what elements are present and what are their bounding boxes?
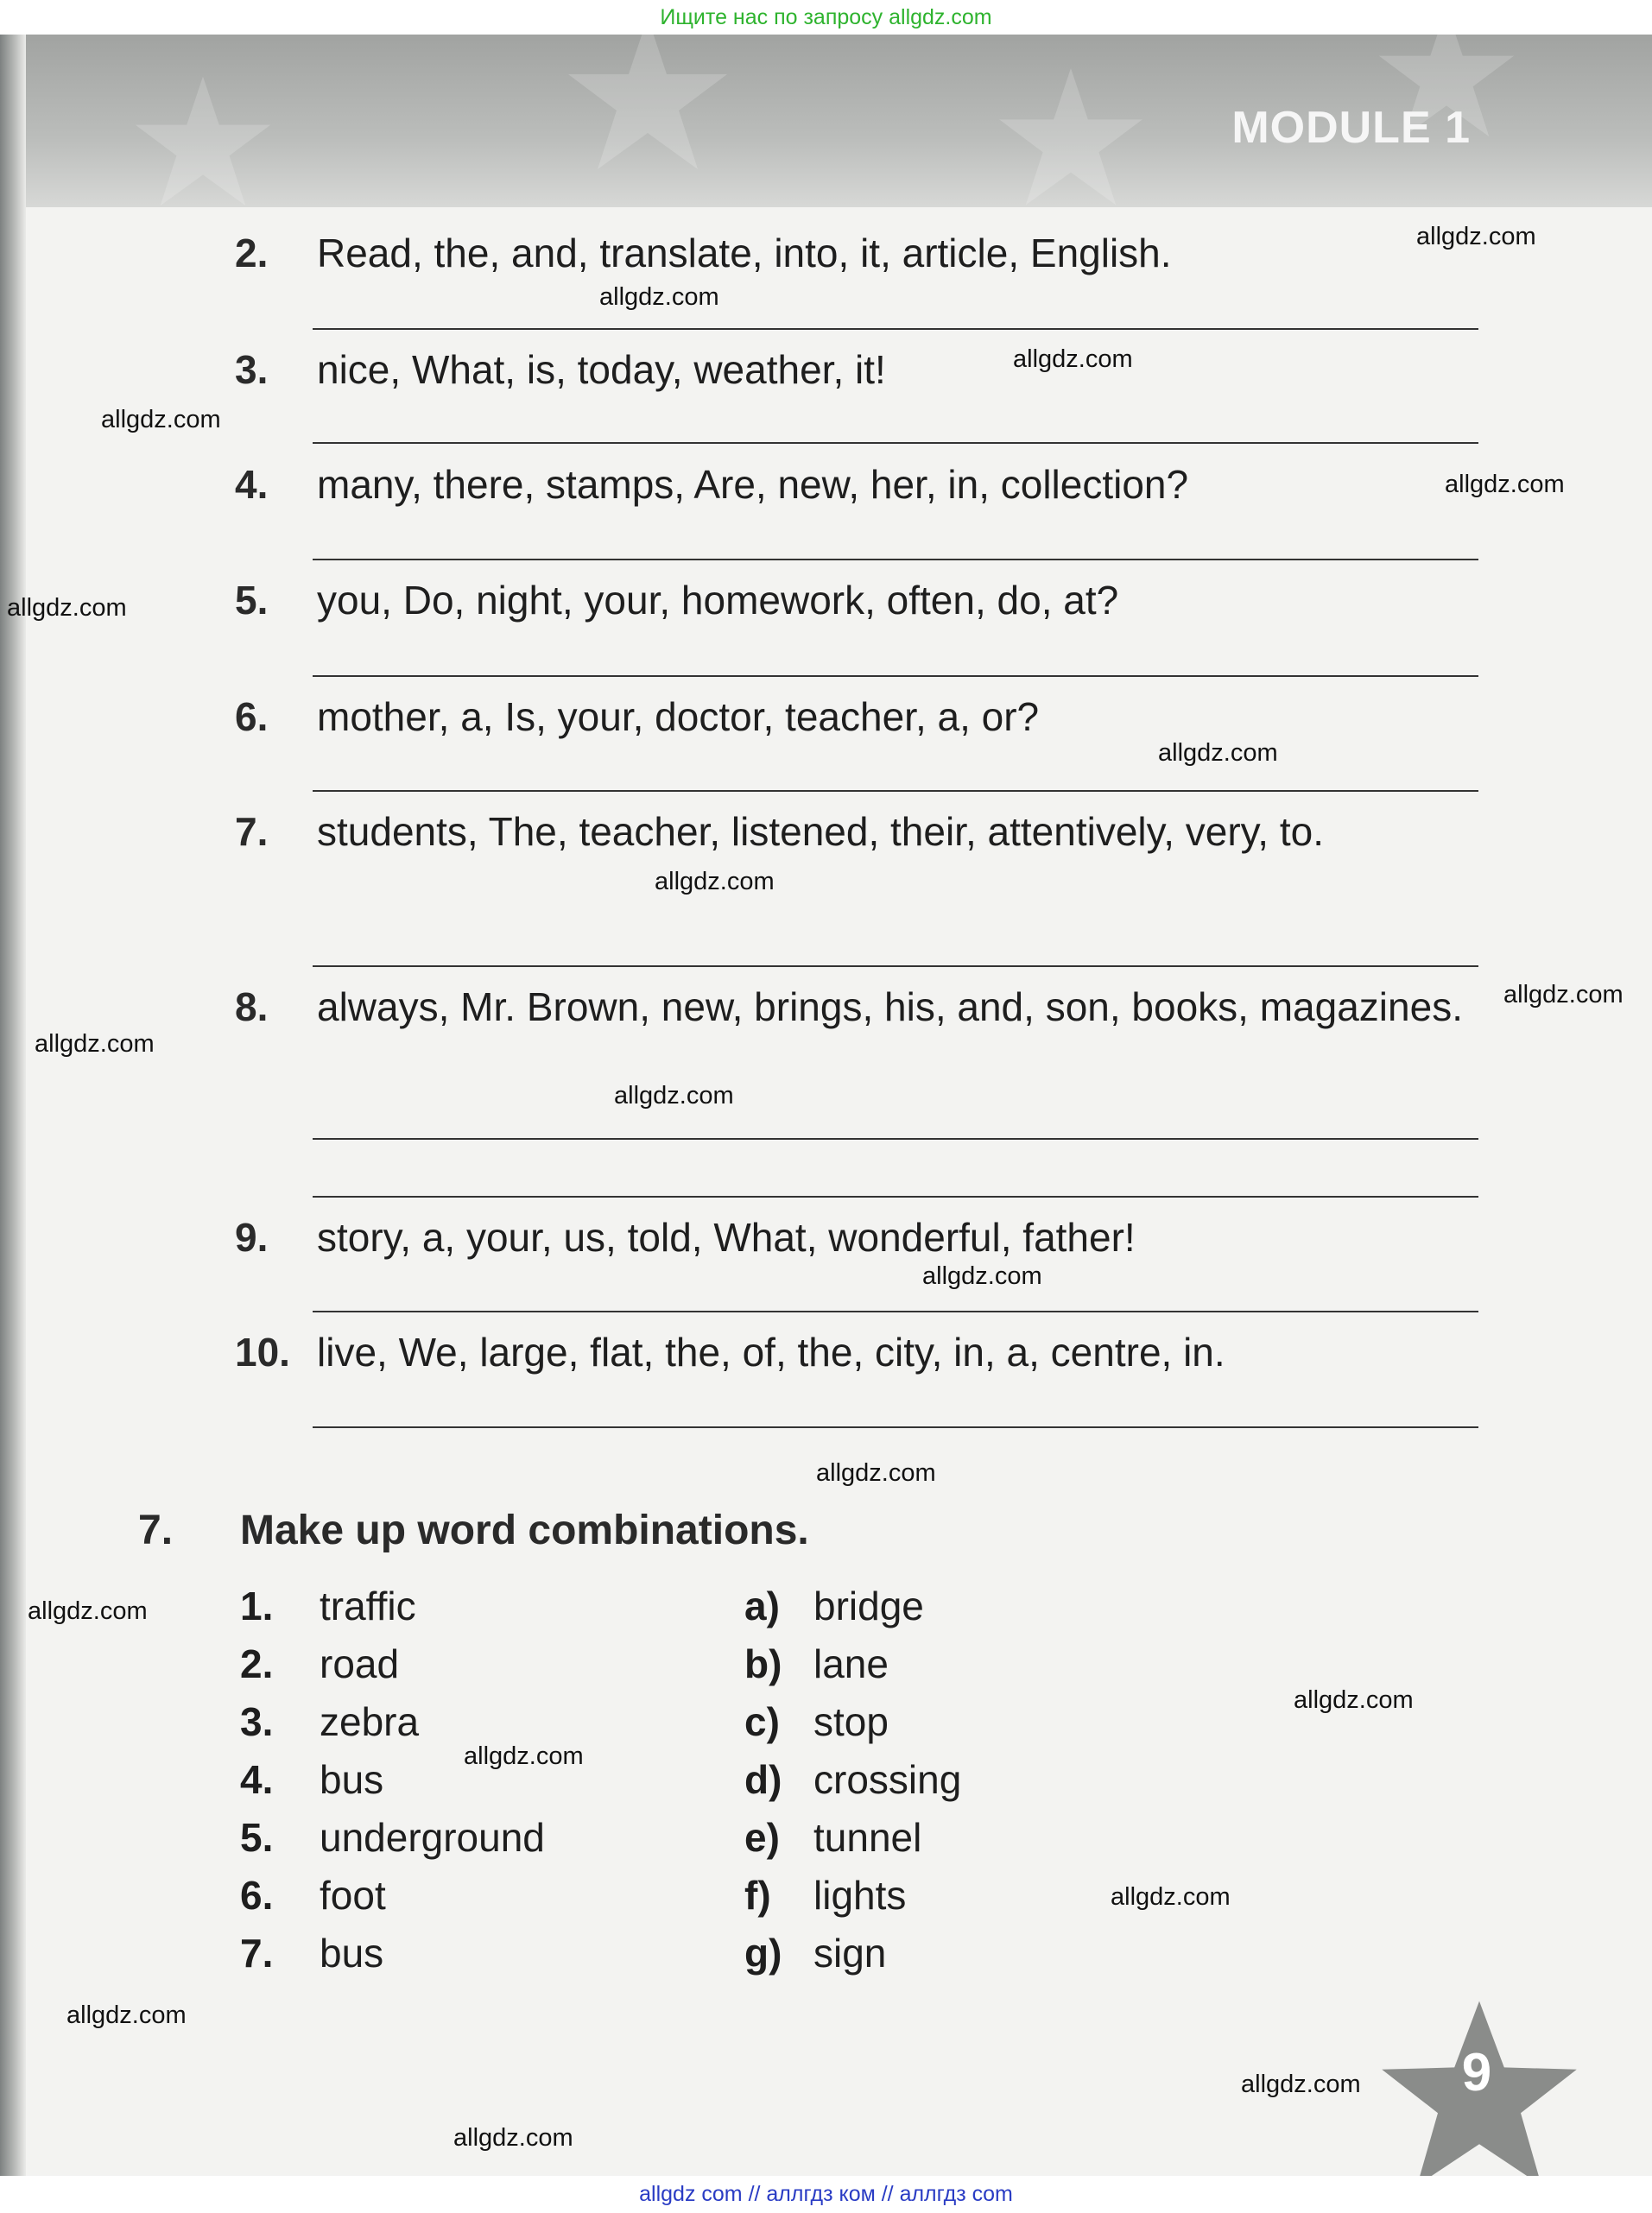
match-right-letter: e) <box>744 1815 780 1860</box>
watermark[interactable]: allgdz.com <box>66 2001 187 2029</box>
match-right-word: bridge <box>813 1584 924 1628</box>
module-header <box>26 35 1652 207</box>
match-left-item <box>240 1869 386 1921</box>
page-number: 9 <box>1461 2043 1492 2102</box>
exercise-number: 7. <box>138 1508 174 1553</box>
item-words: nice, What, is, today, weather, it! <box>317 347 886 392</box>
exercise-item <box>235 803 1478 860</box>
header-star-decoration-icon <box>561 35 734 181</box>
match-right-item <box>744 1696 889 1748</box>
answer-line[interactable] <box>313 1311 1478 1312</box>
match-left-word: zebra <box>320 1699 420 1744</box>
answer-line[interactable] <box>313 965 1478 967</box>
answer-line[interactable] <box>313 675 1478 677</box>
match-right-letter: c) <box>744 1699 780 1744</box>
match-right-item <box>744 1638 889 1690</box>
item-number: 4. <box>235 462 269 507</box>
match-right-item <box>744 1754 961 1805</box>
item-words: many, there, stamps, Are, new, her, in, collection? <box>317 462 1189 507</box>
answer-line[interactable] <box>313 442 1478 444</box>
item-words: Read, the, and, translate, into, it, article, English. <box>317 231 1172 275</box>
match-right-letter: d) <box>744 1757 782 1802</box>
answer-line[interactable] <box>313 1426 1478 1428</box>
item-words: you, Do, night, your, homework, often, do, at? <box>317 578 1119 623</box>
item-words: live, We, large, flat, the, of, the, city, in, a, centre, in. <box>317 1330 1225 1375</box>
watermark[interactable]: allgdz.com <box>922 1262 1042 1290</box>
watermark[interactable]: allgdz.com <box>7 594 127 622</box>
match-left-word: bus <box>320 1757 384 1802</box>
item-number: 8. <box>235 984 269 1029</box>
exercise-item <box>235 572 1478 629</box>
header-star-decoration-icon <box>993 60 1149 207</box>
module-title: MODULE 1 <box>1231 103 1471 153</box>
match-left-item <box>240 1580 416 1632</box>
watermark[interactable]: allgdz.com <box>453 2124 573 2152</box>
match-right-item <box>744 1869 906 1921</box>
match-left-item <box>240 1927 383 1979</box>
exercise-item <box>235 224 1478 281</box>
item-number: 5. <box>235 578 269 623</box>
item-words: always, Mr. Brown, new, brings, his, and, son, books, magazines. <box>317 984 1463 1029</box>
answer-line[interactable] <box>313 559 1478 560</box>
header-star-decoration-icon <box>130 69 276 207</box>
answer-line[interactable] <box>313 790 1478 792</box>
item-number: 10. <box>235 1330 290 1375</box>
item-words: mother, a, Is, your, doctor, teacher, a, or? <box>317 694 1040 739</box>
exercise-item <box>235 1324 1478 1381</box>
match-right-letter: b) <box>744 1641 782 1686</box>
match-left-number: 7. <box>240 1931 274 1976</box>
match-left-word: underground <box>320 1815 545 1860</box>
match-left-word: traffic <box>320 1584 416 1628</box>
exercise-item <box>235 688 1478 745</box>
item-words: students, The, teacher, listened, their, attentively, very, to. <box>317 809 1324 854</box>
watermark[interactable]: allgdz.com <box>1503 981 1624 1008</box>
watermark[interactable]: allgdz.com <box>1013 345 1133 373</box>
exercise-item <box>235 1209 1478 1266</box>
match-right-word: lights <box>813 1873 907 1918</box>
match-left-number: 5. <box>240 1815 274 1860</box>
answer-line[interactable] <box>313 1138 1478 1140</box>
exercise-item <box>235 456 1478 513</box>
match-right-item <box>744 1811 921 1863</box>
match-left-item <box>240 1754 383 1805</box>
watermark[interactable]: allgdz.com <box>464 1742 584 1770</box>
watermark[interactable]: allgdz.com <box>1158 739 1278 767</box>
watermark[interactable]: allgdz.com <box>599 283 719 311</box>
item-number: 9. <box>235 1215 269 1260</box>
watermark[interactable]: allgdz.com <box>35 1030 155 1058</box>
match-left-number: 4. <box>240 1757 274 1802</box>
watermark[interactable]: allgdz.com <box>1445 471 1565 498</box>
item-number: 6. <box>235 694 269 739</box>
watermark[interactable]: allgdz.com <box>1241 2071 1361 2098</box>
match-right-letter: f) <box>744 1873 771 1918</box>
exercise-item <box>235 978 1478 1035</box>
watermark[interactable]: allgdz.com <box>655 868 775 895</box>
match-left-number: 1. <box>240 1584 274 1628</box>
match-right-word: sign <box>813 1931 887 1976</box>
item-words: story, a, your, us, told, What, wonderful, father! <box>317 1215 1136 1260</box>
match-left-item <box>240 1811 545 1863</box>
match-left-number: 3. <box>240 1699 274 1744</box>
match-right-word: stop <box>813 1699 889 1744</box>
bottom-banner[interactable]: allgdz com // аллгдз ком // аллгдз com <box>0 2176 1652 2213</box>
match-left-item <box>240 1696 419 1748</box>
match-right-item <box>744 1580 924 1632</box>
watermark[interactable]: allgdz.com <box>1416 223 1536 250</box>
match-right-word: lane <box>813 1641 889 1686</box>
match-left-number: 6. <box>240 1873 274 1918</box>
top-banner[interactable]: Ищите нас по запросу allgdz.com <box>0 0 1652 35</box>
watermark[interactable]: allgdz.com <box>101 406 221 433</box>
item-number: 2. <box>235 231 269 275</box>
watermark[interactable]: allgdz.com <box>1111 1883 1231 1911</box>
match-left-word: bus <box>320 1931 384 1976</box>
match-left-item <box>240 1638 399 1690</box>
answer-line[interactable] <box>313 1196 1478 1198</box>
match-right-word: crossing <box>813 1757 962 1802</box>
exercise-title: Make up word combinations. <box>240 1508 809 1553</box>
match-left-word: foot <box>320 1873 386 1918</box>
exercise-item <box>235 341 1478 398</box>
match-right-letter: g) <box>744 1931 782 1976</box>
match-right-word: tunnel <box>813 1815 922 1860</box>
watermark[interactable]: allgdz.com <box>28 1597 148 1625</box>
item-number: 3. <box>235 347 269 392</box>
watermark[interactable]: allgdz.com <box>614 1082 734 1110</box>
match-left-word: road <box>320 1641 400 1686</box>
item-number: 7. <box>235 809 269 854</box>
match-right-letter: a) <box>744 1584 780 1628</box>
match-left-number: 2. <box>240 1641 274 1686</box>
watermark[interactable]: allgdz.com <box>816 1459 936 1487</box>
watermark[interactable]: allgdz.com <box>1294 1686 1414 1714</box>
page-gutter <box>0 35 26 2176</box>
answer-line[interactable] <box>313 328 1478 330</box>
match-right-item <box>744 1927 886 1979</box>
